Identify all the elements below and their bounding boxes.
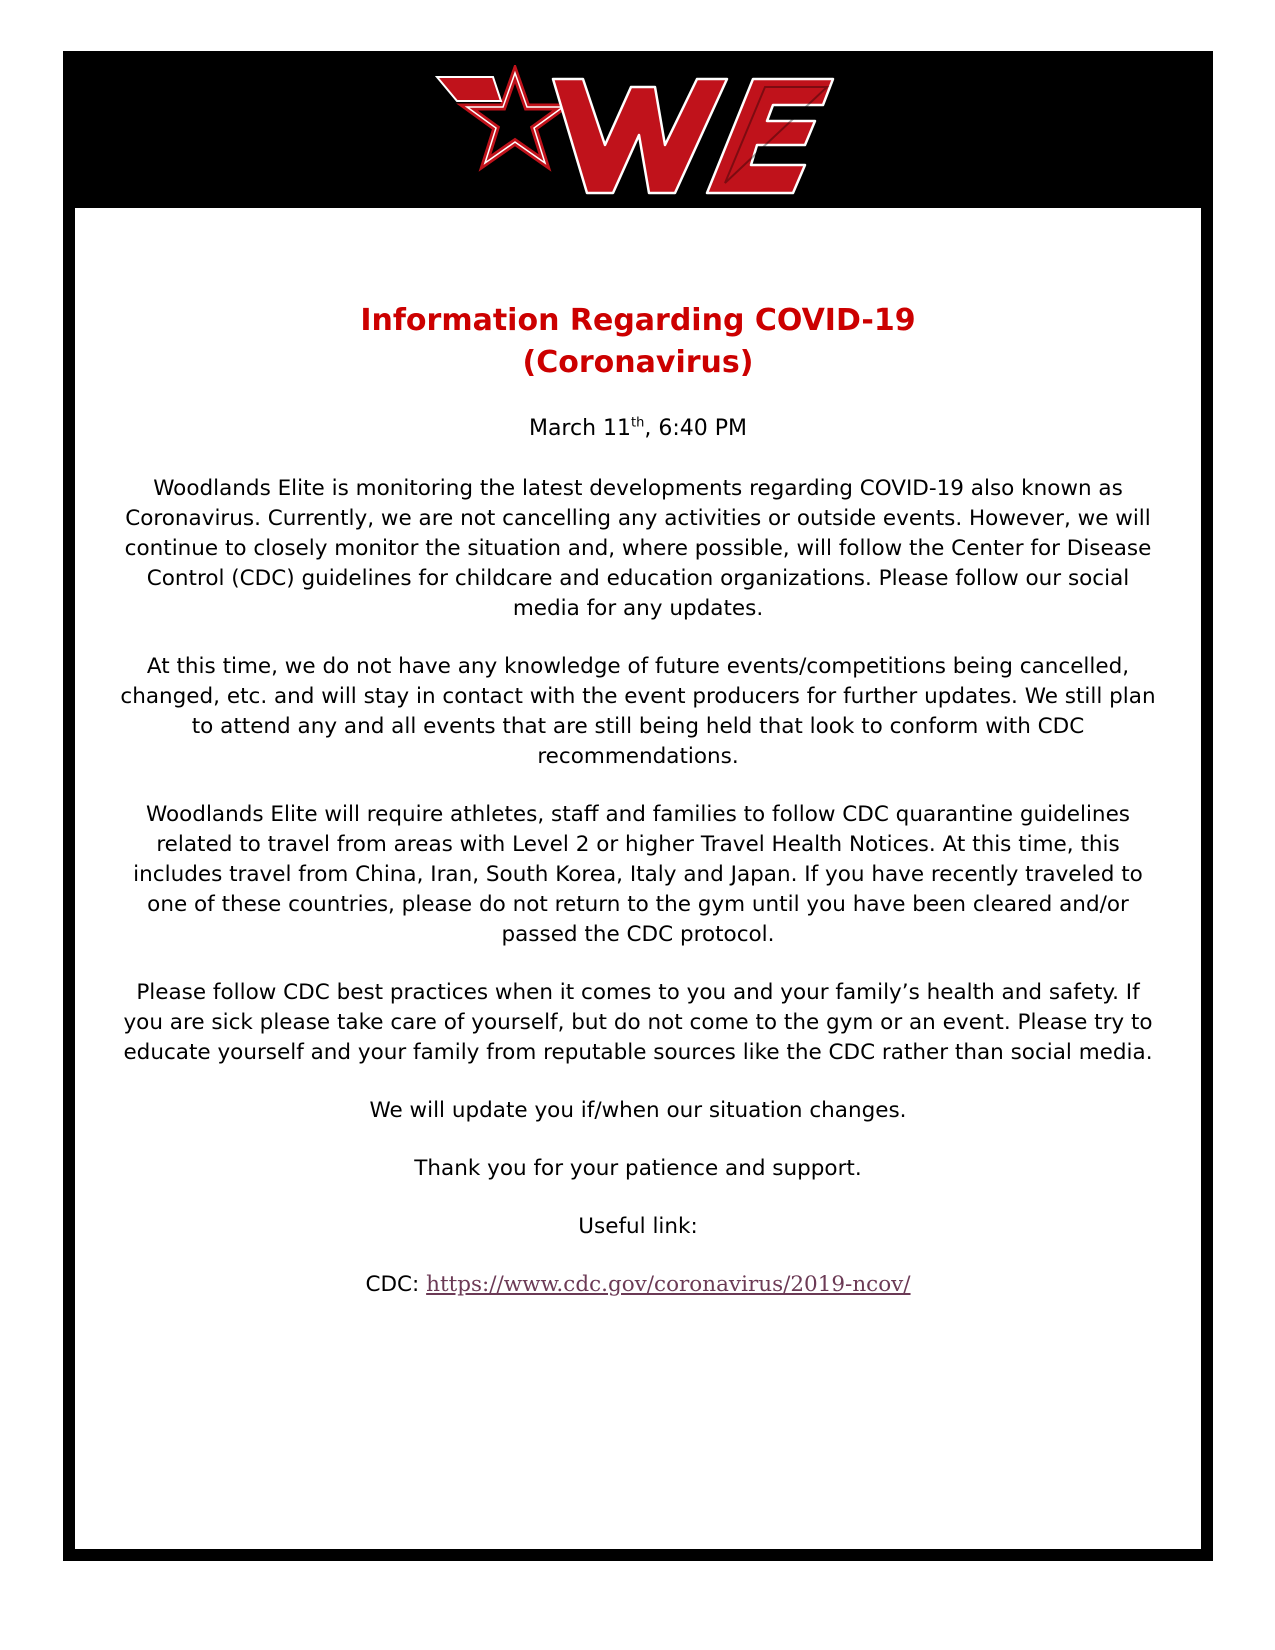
cdc-link-line (115, 1270, 1161, 1300)
notice-content (115, 300, 1161, 1300)
woodlands-elite-logo (435, 65, 835, 200)
title-line-1: Information Regarding COVID-19 (360, 303, 916, 338)
date-ordinal: th (631, 415, 645, 431)
page-title (115, 300, 1161, 384)
page-border (63, 51, 1213, 1561)
useful-link-heading: Useful link: (578, 1214, 698, 1239)
paragraph-thanks: Thank you for your patience and support. (414, 1156, 862, 1181)
date-time: , 6:40 PM (644, 416, 748, 441)
notice-sheet (75, 208, 1201, 1549)
cdc-label: CDC: (365, 1272, 427, 1297)
date-prefix: March 11 (528, 416, 632, 441)
paragraph-monitoring: Woodlands Elite is monitoring the latest developments regarding COVID-19 also known as Coronavirus. Currently, we are not cancelling any activities or outside events. However, we will continue to closely monitor the situation and, where possible, will follow the Center for Disease Control (CDC) guidelines for childcare and education organizations. Please follow our social media for any updates. (124, 476, 1152, 621)
paragraph-best-practices: Please follow CDC best practices when it comes to you and your family’s health and safety. If you are sick please take care of yourself, but do not come to the gym or an event. Please try to educate yourself and your family from reputable sources like the CDC rather than social media. (123, 980, 1153, 1065)
title-line-2: (Coronavirus) (522, 345, 754, 380)
paragraph-updates: We will update you if/when our situation changes. (369, 1098, 907, 1123)
paragraph-events: At this time, we do not have any knowledge of future events/competitions being cancelled, changed, etc. and will stay in contact with the event producers for further updates. We still plan to attend any and all events that are still being held that look to conform with CDC recommendations. (120, 654, 1156, 769)
post-date (115, 414, 1161, 444)
cdc-link[interactable]: https://www.cdc.gov/coronavirus/2019-ncov/ (426, 1272, 911, 1297)
paragraph-travel: Woodlands Elite will require athletes, staff and families to follow CDC quarantine guidelines related to travel from areas with Level 2 or higher Travel Health Notices. At this time, this includes travel from China, Iran, South Korea, Italy and Japan. If you have recently traveled to one of these countries, please do not return to the gym until you have been cleared and/or passed the CDC protocol. (133, 802, 1143, 947)
